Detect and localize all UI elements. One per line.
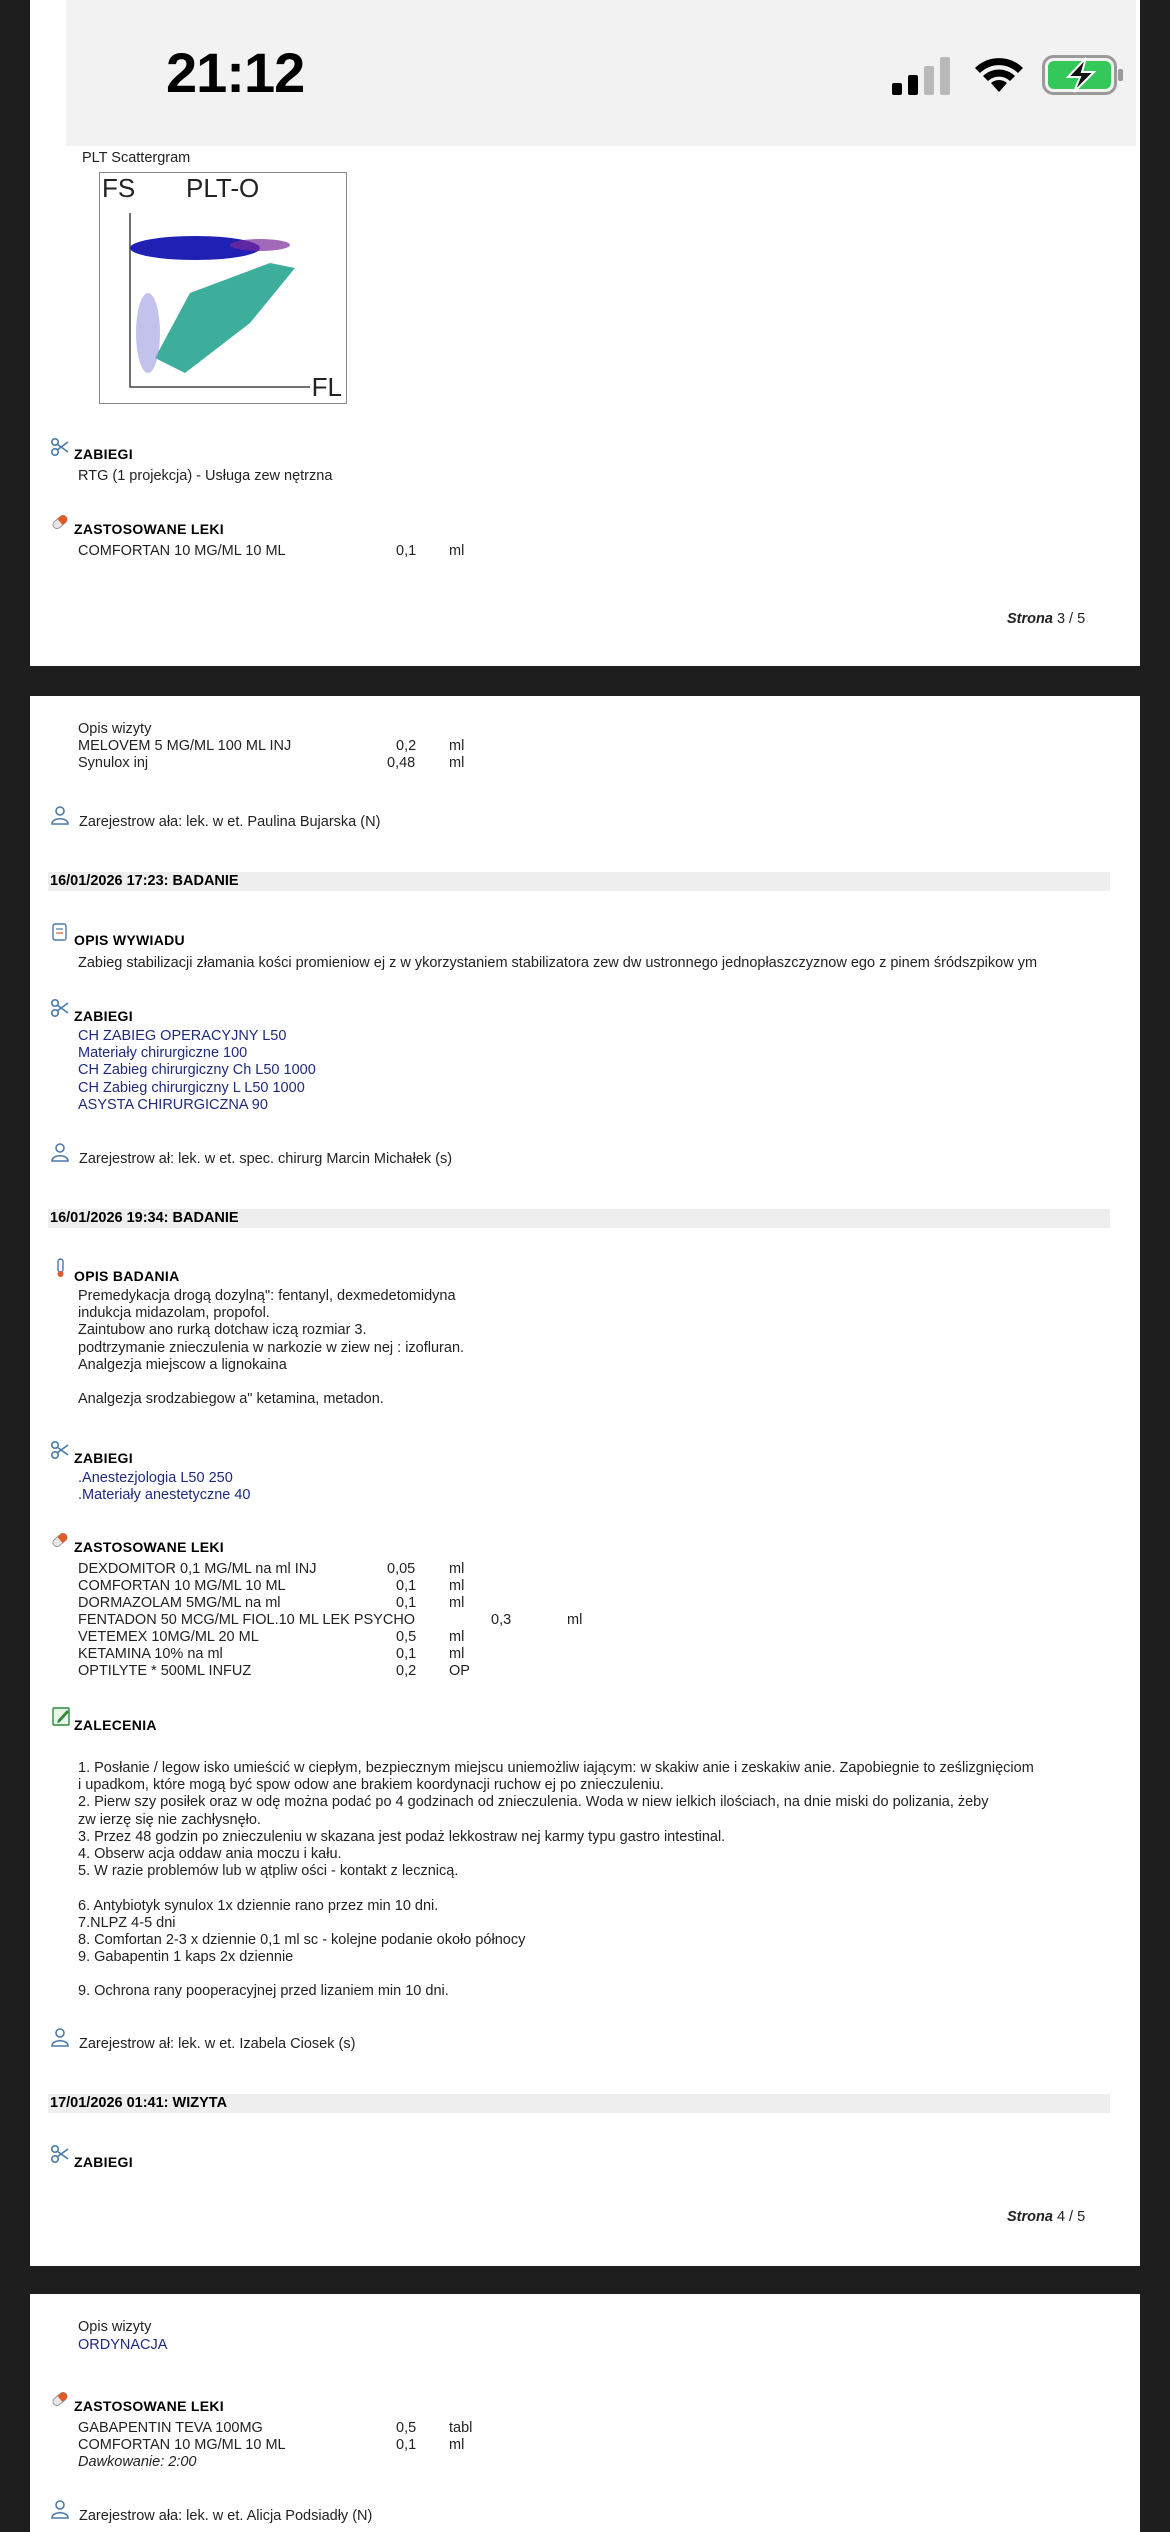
zabiegi-item: RTG (1 projekcja) - Usługa zew nętrzna	[78, 468, 333, 484]
document-page-5	[30, 2294, 1140, 2532]
zabieg-item: CH ZABIEG OPERACYJNY L50	[78, 1028, 287, 1044]
cellular-signal-icon	[892, 57, 952, 95]
badanie-line: Premedykacja drogą dozylną": fentanyl, dexmedetomidyna	[78, 1288, 456, 1304]
drug-qty: 0,1	[396, 1595, 417, 1611]
status-time: 21:12	[166, 41, 305, 104]
drug-name: COMFORTAN 10 MG/ML 10 ML	[78, 2437, 286, 2453]
surgical-scissors-icon	[50, 437, 70, 457]
zalecenia-heading: ZALECENIA	[74, 1717, 157, 1733]
registered-by: Zarejestrow ał: lek. w et. Izabela Ciosek (s)	[79, 2036, 356, 2052]
drug-name: DORMAZOLAM 5MG/ML na ml	[78, 1595, 281, 1611]
zalecenia-line: 5. W razie problemów lub w ątpliw ości - kontakt z lecznicą.	[78, 1863, 459, 1880]
plt-o-label: PLT-O	[186, 173, 260, 203]
drug-qty: 0,5	[396, 2420, 417, 2436]
dosage-note: Dawkowanie: 2:00	[78, 2454, 197, 2470]
drug-name: OPTILYTE * 500ML INFUZ	[78, 1663, 252, 1679]
badanie-line: indukcja midazolam, propofol.	[78, 1305, 270, 1322]
zabiegi-list	[78, 1028, 316, 1114]
leki-heading: ZASTOSOWANE LEKI	[74, 2398, 224, 2414]
drug-qty: 0,48	[387, 755, 416, 771]
drug-unit: ml	[449, 1629, 465, 1645]
page-count: 3 / 5	[1056, 611, 1086, 627]
drug-unit: ml	[449, 755, 465, 771]
page-label: Strona	[1007, 611, 1053, 627]
drug-name: FENTADON 50 MCG/ML FIOL.10 ML LEK PSYCHO	[78, 1612, 416, 1628]
visit-date-band: 16/01/2026 17:23: BADANIE	[48, 872, 1110, 891]
user-doctor-icon	[50, 2027, 70, 2047]
zalecenia-line: 9. Ochrona rany pooperacyjnej przed lizaniem min 10 dni.	[78, 1983, 449, 2000]
drug-name: GABAPENTIN TEVA 100MG	[78, 2420, 263, 2436]
status-bar	[66, 0, 1136, 146]
zabieg-item: .Anestezjologia L50 250	[78, 1470, 233, 1486]
zabieg-item: .Materiały anestetyczne 40	[78, 1487, 251, 1504]
drug-name: COMFORTAN 10 MG/ML 10 ML	[78, 543, 286, 559]
zalecenia-text	[78, 1760, 1034, 2001]
badanie-line: podtrzymanie znieczulenia w narkozie w ziew nej : izofluran.	[78, 1339, 465, 1356]
leki-heading: ZASTOSOWANE LEKI	[74, 1539, 224, 1555]
surgical-scissors-icon	[50, 1440, 70, 1460]
drug-qty: 0,1	[396, 1646, 417, 1662]
battery-charging-icon	[1042, 55, 1124, 95]
drug-qty: 0,1	[396, 543, 417, 559]
badanie-line: Analgezja srodzabiegow a" ketamina, metadon.	[78, 1391, 384, 1408]
badanie-line: Analgezja miejscow a lignokaina	[78, 1356, 287, 1373]
drug-qty: 0,3	[491, 1612, 512, 1628]
drug-name: COMFORTAN 10 MG/ML 10 ML	[78, 1578, 286, 1594]
user-doctor-icon	[50, 2499, 70, 2519]
drug-name: VETEMEX 10MG/ML 20 ML	[78, 1629, 259, 1645]
drug-unit: ml	[449, 1595, 465, 1611]
notepad-pencil-icon	[52, 1706, 72, 1726]
drug-name: KETAMINA 10% na ml	[78, 1646, 223, 1662]
registered-by: Zarejestrow ał: lek. w et. spec. chirurg Marcin Michałek (s)	[79, 1151, 453, 1167]
thermometer-icon	[50, 1258, 70, 1278]
visit-date-band: 16/01/2026 19:34: BADANIE	[48, 1209, 1110, 1228]
drug-qty: 0,2	[396, 1663, 417, 1679]
badanie-line: Zaintubow ano rurką dotchaw iczą rozmiar 3.	[78, 1322, 367, 1339]
page-number	[1007, 611, 1085, 627]
zalecenia-line: 3. Przez 48 godzin po znieczuleniu w skazana jest podaż lekkostraw nej karmy typu gastro intestinal.	[78, 1828, 726, 1845]
page-number	[1007, 2209, 1085, 2225]
user-doctor-icon	[50, 1142, 70, 1162]
zalecenia-line	[78, 1880, 1034, 1897]
visit-date-band: 17/01/2026 01:41: WIZYTA	[48, 2094, 1110, 2113]
registered-by: Zarejestrow ała: lek. w et. Paulina Bujarska (N)	[79, 814, 381, 830]
zabiegi-heading: ZABIEGI	[74, 1450, 133, 1466]
drug-qty: 0,1	[396, 1578, 417, 1594]
leki-heading: ZASTOSOWANE LEKI	[74, 521, 224, 537]
drug-qty: 0,2	[396, 738, 417, 754]
drug-unit: ml	[449, 543, 465, 559]
drug-unit: ml	[449, 1578, 465, 1594]
zabiegi-heading: ZABIEGI	[74, 2154, 133, 2170]
opis-wizyty-label: Opis wizyty	[78, 721, 152, 737]
zabiegi-heading: ZABIEGI	[74, 446, 133, 462]
zalecenia-line: 2. Pierw szy posiłek oraz w odę można podać po 4 godzinach od znieczulenia. Woda w niew ielkich ilościach, na dnie miski do polizania, żeby	[78, 1794, 989, 1811]
pill-icon	[50, 2389, 70, 2409]
drug-qty: 0,5	[396, 1629, 417, 1645]
surgical-scissors-icon	[50, 2144, 70, 2164]
zabieg-item: Materiały chirurgiczne 100	[78, 1045, 248, 1062]
drug-unit: ml	[567, 1612, 583, 1628]
zabieg-item: CH Zabieg chirurgiczny L L50 1000	[78, 1079, 305, 1096]
pill-icon	[50, 512, 70, 532]
zalecenia-line: 7.NLPZ 4-5 dni	[78, 1914, 176, 1931]
ordynacja-label: ORDYNACJA	[78, 2337, 168, 2353]
drug-unit: ml	[449, 738, 465, 754]
plt-fs-label: FS	[102, 173, 136, 203]
wifi-icon	[972, 54, 1026, 94]
zalecenia-line: 8. Comfortan 2-3 x dziennie 0,1 ml sc - kolejne podanie około północy	[78, 1931, 526, 1948]
drug-unit: ml	[449, 1646, 465, 1662]
opis-wizyty-label: Opis wizyty	[78, 2319, 152, 2335]
zalecenia-line: 1. Posłanie / legow isko umieścić w ciepłym, bezpiecznym miejscu uniemożliw iającym: w skakiw anie i zeskakiw anie. Zapobiegnie to ześlizgnięciom	[78, 1760, 1034, 1776]
drug-name: Synulox inj	[78, 755, 149, 771]
drug-name: DEXDOMITOR 0,1 MG/ML na ml INJ	[78, 1561, 317, 1577]
document-page-4	[30, 696, 1140, 2266]
zalecenia-line	[78, 1966, 1034, 1983]
zabiegi-heading: ZABIEGI	[74, 1008, 133, 1024]
plt-scatter-plot-image	[100, 173, 346, 403]
document-page-3	[30, 0, 1140, 666]
pill-icon	[50, 1530, 70, 1550]
zalecenia-line: zw ierzę się nie zachłysnęło.	[78, 1811, 261, 1828]
drug-unit: ml	[449, 2437, 465, 2453]
registered-by: Zarejestrow ała: lek. w et. Alicja Podsiadły (N)	[79, 2508, 373, 2524]
drug-qty: 0,1	[396, 2437, 417, 2453]
page-label: Strona	[1007, 2209, 1053, 2225]
zalecenia-line: 9. Gabapentin 1 kaps 2x dziennie	[78, 1949, 294, 1966]
opis-wywiadu-heading: OPIS WYWIADU	[74, 932, 185, 948]
zabieg-item: ASYSTA CHIRURGICZNA 90	[78, 1096, 268, 1113]
opis-badania-heading: OPIS BADANIA	[74, 1268, 180, 1284]
drug-qty: 0,05	[387, 1561, 416, 1577]
zalecenia-line: 6. Antybiotyk synulox 1x dziennie rano przez min 10 dni.	[78, 1897, 439, 1914]
plt-scattergram-title: PLT Scattergram	[82, 150, 191, 166]
zabiegi-list	[78, 1470, 250, 1504]
badanie-text	[78, 1288, 464, 1408]
drug-unit: ml	[449, 1561, 465, 1577]
zabieg-item: CH Zabieg chirurgiczny Ch L50 1000	[78, 1062, 316, 1079]
zalecenia-line: i upadkom, które mogą być spow odow ane brakiem koordynacji ruchow ej po znieczuleniu.	[78, 1777, 664, 1794]
badanie-line	[78, 1374, 464, 1391]
plt-fl-label: FL	[311, 372, 342, 402]
drug-name: MELOVEM 5 MG/ML 100 ML INJ	[78, 738, 292, 754]
zalecenia-line: 4. Obserw acja oddaw ania moczu i kału.	[78, 1845, 342, 1862]
drug-unit: tabl	[449, 2420, 473, 2436]
plt-scattergram-chart	[99, 172, 347, 404]
wywiad-text: Zabieg stabilizacji złamania kości promieniow ej z w ykorzystaniem stabilizatora zew dw ustronnego jednopłaszczyznow ego z pinem śródszpikow ym	[78, 955, 1038, 971]
user-doctor-icon	[50, 805, 70, 825]
drug-unit: OP	[449, 1663, 470, 1679]
page-count: 4 / 5	[1056, 2209, 1086, 2225]
interview-icon	[50, 922, 70, 942]
surgical-scissors-icon	[50, 998, 70, 1018]
